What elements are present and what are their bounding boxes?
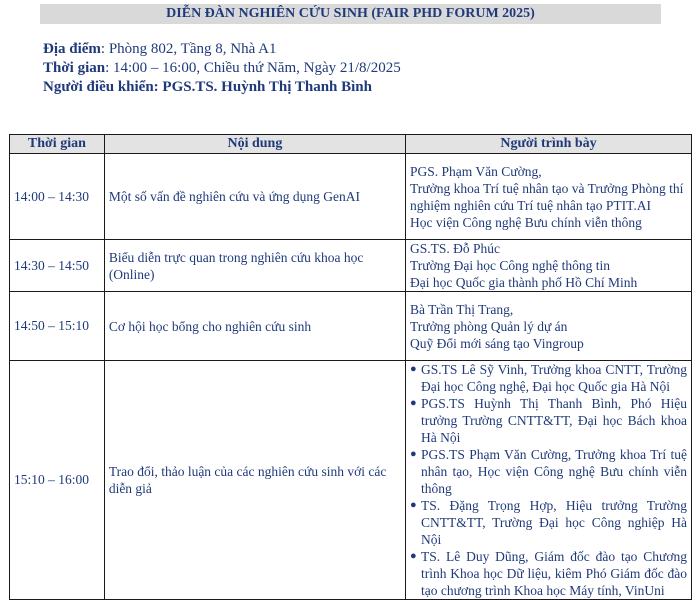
presenter-line: Trưởng phòng Quản lý dự án (410, 318, 568, 334)
bullet-dot-icon: ● (410, 550, 417, 562)
presenter-bullet (410, 395, 687, 446)
table-row (10, 292, 692, 361)
presenter-line: GS.TS. Đỗ Phúc (410, 241, 501, 256)
bullet-dot-icon: ● (410, 397, 417, 409)
event-info (43, 40, 401, 97)
location-value: : Phòng 802, Tầng 8, Nhà A1 (100, 41, 277, 57)
header-time: Thời gian (10, 135, 105, 154)
presenter-bullet (410, 497, 687, 548)
page-title: DIỄN ĐÀN NGHIÊN CỨU SINH (FAIR PHD FORUM 2025) (40, 4, 661, 24)
table-row (10, 154, 692, 240)
presenter-line: Học viện Công nghệ Bưu chính viễn thông (410, 214, 642, 230)
presenter-bullet-text: GS.TS Lê Sỹ Vinh, Trưởng khoa CNTT, Trường Đại học Công nghệ, Đại học Quốc gia Hà Nội (421, 362, 687, 394)
location-label: Địa điểm (43, 41, 101, 57)
row-presenter (406, 361, 692, 600)
presenter-bullet-text: TS. Đặng Trọng Hợp, Hiệu trưởng Trường CNTT&TT, Trường Đại học Công nghiệp Hà Nội (421, 498, 687, 547)
row-topic: Một số vấn đề nghiên cứu và ứng dụng GenAI (104, 154, 405, 240)
time-label: Thời gian (43, 60, 106, 76)
presenter-bullet-text: TS. Lê Duy Dũng, Giám đốc đào tạo Chương trình Khoa học Dữ liệu, kiêm Phó Giám đốc đào tạo chương trình Khoa học Máy tính, VinUni (421, 549, 687, 598)
row-presenter (406, 154, 692, 240)
bullet-dot-icon: ● (410, 499, 417, 511)
row-topic: Biểu diễn trực quan trong nghiên cứu khoa học (Online) (104, 240, 405, 292)
table-header-row (10, 135, 692, 154)
table-row (10, 361, 692, 600)
presenter-bullet (410, 548, 687, 599)
bullet-dot-icon: ● (410, 448, 417, 460)
location-row (43, 40, 401, 59)
schedule-table (9, 134, 692, 600)
presenter-line: Quỹ Đổi mới sáng tạo Vingroup (410, 335, 584, 351)
row-presenter (406, 292, 692, 361)
moderator: Người điều khiển: PGS.TS. Huỳnh Thị Thanh Bình (43, 79, 372, 95)
presenter-line: nghiệm nghiên cứu Trí tuệ nhân tạo PTIT.AI (410, 197, 652, 213)
time-value: : 14:00 – 16:00, Chiều thứ Năm, Ngày 21/8/2025 (105, 60, 401, 76)
row-time: 14:00 – 14:30 (10, 154, 105, 240)
header-presenter: Người trình bày (406, 135, 692, 154)
row-topic: Trao đổi, thảo luận của các nghiên cứu sinh với các diễn giả (104, 361, 405, 600)
row-time: 14:30 – 14:50 (10, 240, 105, 292)
presenter-line: Đại học Quốc gia thành phố Hồ Chí Minh (410, 275, 638, 290)
presenter-line: Trường Đại học Công nghệ thông tin (410, 258, 610, 273)
row-presenter (406, 240, 692, 292)
presenter-bullet-text: PGS.TS Phạm Văn Cường, Trưởng khoa Trí tuệ nhân tạo, Học viện Công nghệ Bưu chính viễn thông (421, 447, 687, 496)
row-topic: Cơ hội học bổng cho nghiên cứu sinh (104, 292, 405, 361)
presenter-line: PGS. Phạm Văn Cường, (410, 163, 542, 179)
row-time: 15:10 – 16:00 (10, 361, 105, 600)
presenter-line: Trưởng khoa Trí tuệ nhân tạo và Trưởng Phòng thí (410, 180, 684, 196)
presenter-bullet-text: PGS.TS Huỳnh Thị Thanh Bình, Phó Hiệu trưởng Trường CNTT&TT, Đại học Bách khoa Hà Nội (421, 396, 687, 445)
bullet-dot-icon: ● (410, 363, 417, 375)
header-topic: Nội dung (104, 135, 405, 154)
table-row (10, 240, 692, 292)
row-time: 14:50 – 15:10 (10, 292, 105, 361)
presenter-bullet (410, 446, 687, 497)
presenter-bullet (410, 361, 687, 395)
moderator-row (43, 78, 401, 97)
presenter-line: Bà Trần Thị Trang, (410, 301, 514, 317)
time-row (43, 59, 401, 78)
